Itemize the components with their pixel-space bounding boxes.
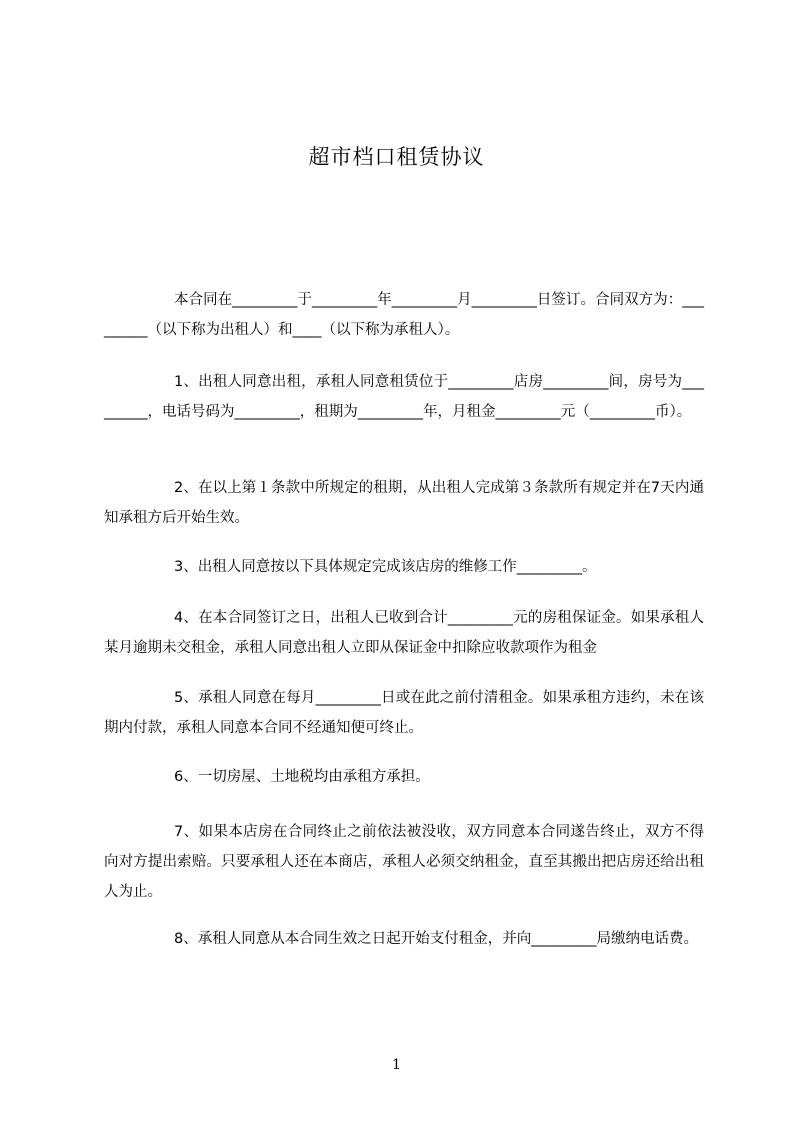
page-number: 1 <box>392 1057 401 1073</box>
preamble-paragraph: 本合同在_________于_________年_________月_________日签订。合同双方为：_________（以下称为出租人）和____（以下称为承租人）。 <box>104 292 704 338</box>
clause-4-paragraph: 4、在本合同签订之日，出租人已收到合计_________元的房租保证金。如果承租人某月逾期未交租金，承租人同意出租人立即从保证金中扣除应收款项作为租金 <box>104 610 704 656</box>
clause-2-paragraph: 2、在以上第１条款中所规定的租期，从出租人完成第３条款所有规定并在7天内通知承租方后开始生效。 <box>104 480 704 526</box>
clause-6-paragraph: 6、一切房屋、土地税均由承租方承担。 <box>174 769 430 785</box>
clause-7-paragraph: 7、如果本店房在合同终止之前依法被没收，双方同意本合同遂告终止，双方不得向对方提出索赔。只要承租人还在本商店，承租人必须交纳租金，直至其搬出把店房还给出租人为止。 <box>104 824 704 900</box>
clause-1-paragraph: 1、出租人同意出租，承租人同意租赁位于_________店房_________间，房号为_________，电话号码为_________，租期为_________年，月租金_________元（_________币）。 <box>104 374 704 420</box>
document-title: 超市档口租赁协议 <box>308 145 485 169</box>
clause-3-paragraph: 3、出租人同意按以下具体规定完成该店房的维修工作_________。 <box>174 559 597 575</box>
clause-5-paragraph: 5、承租人同意在每月_________日或在此之前付清租金。如果承租方违约，未在该期内付款，承租人同意本合同不经通知便可终止。 <box>104 690 704 736</box>
clause-8-paragraph: 8、承租人同意从本合同生效之日起开始支付租金，并向_________局缴纳电话费。 <box>174 931 698 947</box>
